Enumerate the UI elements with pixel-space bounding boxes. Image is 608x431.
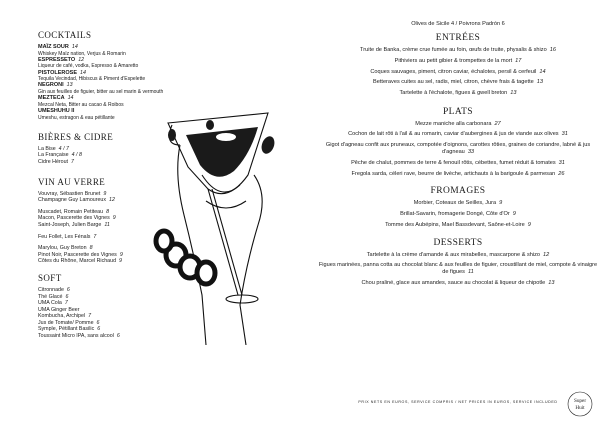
cocktail-desc: Whiskey Maïz nation, Verjus & Romarin	[38, 50, 126, 57]
cocktail-price: 14	[71, 44, 78, 50]
fromage-price: 9	[512, 211, 516, 218]
soft-name: Thé Glacé	[38, 293, 63, 300]
biere-name: Cidre Hérout	[38, 158, 69, 165]
cocktail-item	[38, 95, 198, 102]
food-column	[318, 21, 598, 291]
wine-price: 9	[103, 190, 107, 197]
plats-list	[318, 121, 598, 178]
cocktail-desc: Umeshu, estragon & eau pétillante	[38, 114, 115, 121]
vin-title: VIN AU VERRE	[38, 176, 106, 187]
wine-name: Pinot Noir, Pascerette des Vignes	[38, 251, 117, 258]
cocktail-item	[38, 57, 198, 64]
fromage-item	[318, 222, 598, 229]
wine-name: Macon, Pascerette des Vignes	[38, 215, 110, 222]
wine-price: 9	[119, 258, 122, 265]
wine-name: Vouvray, Sébastien Brunet	[38, 190, 101, 197]
fromage-item	[318, 211, 598, 218]
cocktail-name: NEGRONI	[38, 82, 64, 89]
wine-name: Marylou, Guy Breton	[38, 245, 87, 252]
fromage-item	[318, 200, 598, 207]
cocktail-hand-illustration	[150, 105, 290, 345]
fromages-list	[318, 200, 598, 229]
dessert-price: 13	[548, 280, 555, 287]
entree-price: 14	[539, 68, 546, 75]
entree-item	[318, 90, 598, 97]
fromages-title: FROMAGES	[430, 186, 486, 197]
plat-price: 26	[558, 170, 565, 177]
biere-price: 4 / 7	[58, 145, 69, 152]
cocktails-title: COCKTAILS	[38, 30, 92, 40]
cocktail-name: MAÏZ SOUR	[38, 44, 69, 50]
wine-price: 12	[109, 197, 115, 204]
cocktail-item	[38, 82, 198, 89]
soft-price: 6	[66, 286, 70, 293]
biere-name: La Française	[38, 152, 69, 159]
biere-price: 4 / 8	[71, 152, 82, 159]
plats-title: PLATS	[443, 106, 473, 117]
wine-name: Côtes du Rhône, Marcel Richaud	[38, 258, 117, 265]
soft-name: Symple, Pétillant Basilic	[38, 326, 95, 333]
cocktail-desc: Gin aux feuilles de figuier, bitter au sel marin & vermouth	[38, 88, 164, 95]
soft-name: UMA Cola	[38, 300, 62, 307]
wine-name: Muscadet, Romain Petiteau	[38, 208, 104, 215]
plat-text: Gigot d'agneau confit aux pruneaux, compotée d'oignons, carottes rôties, graines de coriandre, labné & jus d'agneau	[325, 142, 591, 156]
svg-text:Huit: Huit	[575, 405, 585, 411]
plat-item	[318, 131, 598, 138]
cocktail-item	[38, 44, 198, 51]
soft-title: SOFT	[38, 272, 62, 283]
entrees-title: ENTRÉES	[435, 33, 481, 44]
biere-price: 7	[71, 158, 74, 165]
entree-text: Betteraves cuites au sel, radis, miel, citron, chèvre frais & tagette	[373, 79, 534, 86]
cocktail-item	[38, 70, 198, 77]
dessert-price: 12	[543, 251, 550, 258]
entree-text: Truite de Banka, crème crue fumée au foin, œufs de truite, physalis & shizo	[360, 47, 547, 54]
soft-name: Kombucha, Archipel	[38, 313, 86, 320]
wine-price: 7	[93, 233, 97, 240]
soft-name: Citronnade	[38, 286, 64, 293]
wine-price: 8	[106, 208, 110, 215]
bieres-title: BIÈRES & CIDRE	[38, 131, 114, 142]
plat-item	[318, 160, 598, 167]
plat-text: Fregola sarda, céleri rave, beurre de livèche, artichauts à la barigoule & parmesan	[351, 170, 556, 177]
entree-text: Coques sauvages, piment, citron caviar, échalotes, persil & cerfeuil	[370, 68, 537, 75]
plat-price: 31	[561, 131, 568, 138]
entree-price: 16	[549, 47, 556, 54]
desserts-title: DESSERTS	[433, 237, 483, 248]
plat-item	[318, 142, 598, 156]
soft-name: UMA Ginger Beer	[38, 306, 80, 313]
cocktail-desc: Mezcal Neta, Bitter au cacao & Roibos	[38, 101, 124, 108]
cocktail-name: UMESHUHU II	[38, 107, 75, 114]
cocktail-price: 12	[78, 56, 85, 63]
cocktail-price: 14	[80, 69, 86, 76]
wine-price: 11	[104, 221, 110, 228]
plat-item	[318, 171, 598, 178]
soft-name: Jus de Tomate/ Pomme	[38, 319, 94, 326]
dessert-item	[318, 280, 598, 287]
entree-text: Pithiviers au petit gibier & trompettes de la mort	[394, 57, 513, 64]
soft-name: Toussaint Micro IPA, sans alcool	[38, 333, 114, 340]
entree-price: 13	[510, 90, 517, 97]
wine-name: Champagne Guy Lamoureux	[38, 197, 107, 204]
soft-price: 7	[88, 313, 92, 320]
cocktail-name: ESPRESSETO	[38, 56, 76, 63]
cocktail-price: 14	[67, 95, 74, 102]
plat-text: Pêche de chalut, pommes de terre & fenouil rôtis, cébettes, fumet réduit & tomates	[351, 160, 556, 167]
dessert-item	[318, 262, 598, 276]
plat-price: 27	[494, 120, 501, 127]
cocktail-desc: Tequila Vecindad, Hibiscus & Piment d'Espelette	[38, 76, 146, 83]
olives-line: Olives de Sicile 4 / Poivrons Padrón 6	[411, 21, 505, 27]
svg-text:Super: Super	[573, 398, 587, 404]
entree-price: 13	[536, 79, 543, 86]
entree-item	[318, 69, 598, 76]
soft-price: 6	[116, 333, 120, 340]
fromage-text: Morbier, Coteaux de Seilles, Jura	[413, 200, 497, 207]
entree-item	[318, 58, 598, 65]
fromage-price: 9	[527, 221, 531, 228]
wine-name: Feu Follet, Les Fénals	[38, 233, 91, 240]
plat-price: 33	[467, 149, 475, 156]
dessert-price: 11	[467, 269, 474, 276]
wine-price: 8	[89, 245, 93, 252]
super-huit-logo	[567, 391, 593, 417]
soft-price: 6	[96, 319, 100, 326]
plat-item	[318, 121, 598, 128]
plat-text: Cochon de lait rôti à l'ail & au romarin, caviar d'aubergines & jus de viande aux olives	[348, 131, 559, 138]
soft-price: 6	[97, 326, 101, 333]
plat-text: Mezze maniche alla carbonara	[415, 120, 492, 127]
desserts-list	[318, 252, 598, 288]
wine-name: Saint-Joseph, Julien Barge	[38, 221, 102, 228]
entrees-list	[318, 47, 598, 97]
dessert-item	[318, 252, 598, 259]
cocktail-price: 13	[66, 82, 73, 89]
wine-price: 9	[119, 251, 123, 258]
fromage-text: Brillat-Savarin, fromagerie Dongé, Côte d'Or	[400, 211, 510, 218]
wine-price: 9	[112, 215, 116, 222]
entree-text: Tartelette à l'échalote, figues & gwell breton	[399, 90, 508, 97]
dessert-text: Figues marinées, panna cotta au chocolat blanc & aux feuilles de figuier, croustillant de miel, compote & vinaigre de figues	[318, 262, 598, 276]
plat-price: 31	[558, 160, 565, 167]
soft-price: 6	[65, 293, 69, 300]
entree-item	[318, 47, 598, 54]
cocktail-desc: Liqueur de café, vodka, Espresso & Amaretto	[38, 63, 139, 70]
dessert-text: Chou praliné, glace aux amandes, sauce au chocolat & liqueur de chipotle	[361, 280, 546, 287]
price-footer: PRIX NETS EN EUROS, SERVICE COMPRIS / NET PRICES IN EUROS, SERVICE INCLUDED	[358, 400, 558, 404]
soft-price: 7	[64, 300, 68, 307]
biere-name: La Bise	[38, 145, 56, 152]
cocktail-name: PISTOLEROSE	[38, 69, 78, 76]
entree-item	[318, 79, 598, 86]
entree-price: 17	[515, 57, 522, 64]
cocktail-name: MEZTECA	[38, 95, 65, 102]
fromage-price: 9	[499, 200, 503, 207]
dessert-text: Tartelette à la crème d'amande & aux mirabelles, mascarpone & shizo	[366, 251, 541, 258]
fromage-text: Tomme des Aubépins, Mael Bassdevant, Saône-et-Loire	[385, 221, 525, 228]
